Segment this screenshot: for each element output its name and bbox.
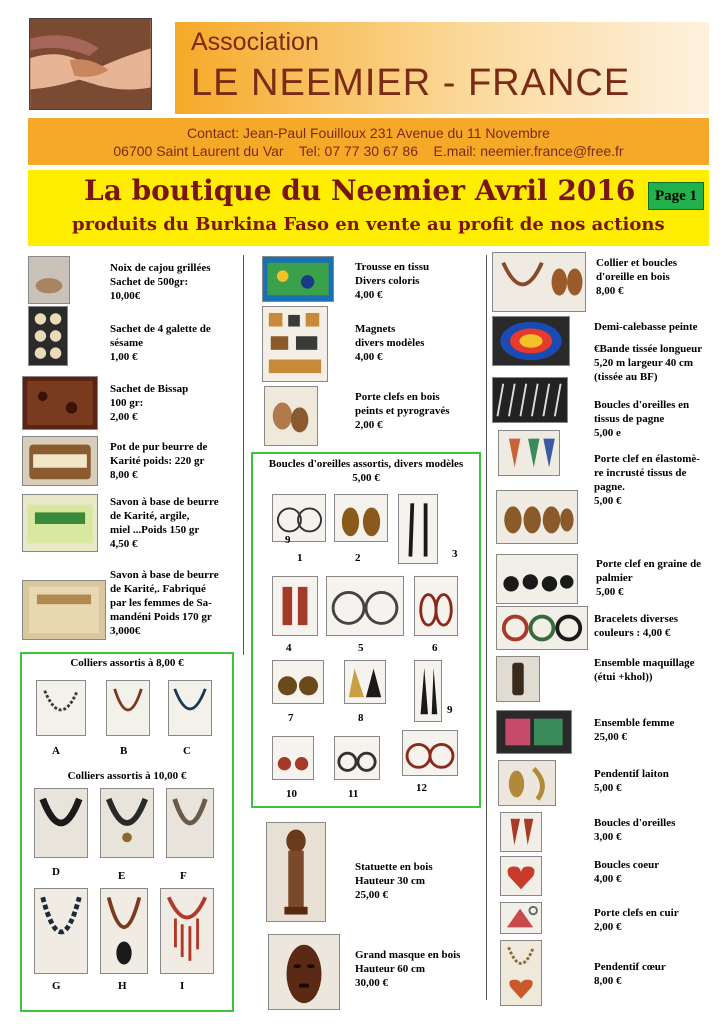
necklace-label-d: D bbox=[52, 866, 60, 878]
product-sesame: Sachet de 4 galette de sésame 1,00 € bbox=[110, 323, 211, 363]
product-heart-earrings: Boucles coeur 4,00 € bbox=[594, 859, 660, 885]
org-name: LE NEEMIER - FRANCE bbox=[191, 62, 631, 104]
woven-band-photo bbox=[492, 377, 568, 423]
contact-line-2: 06700 Saint Laurent du Var Tel: 07 77 30 67 86 E.mail: neemier.france@free.fr bbox=[113, 143, 624, 159]
earring-label-9b: 9 bbox=[285, 534, 291, 546]
earring-9-photo bbox=[414, 660, 442, 722]
necklace-label-g: G bbox=[52, 980, 61, 992]
earring-label-8: 8 bbox=[358, 712, 364, 724]
pouch-photo bbox=[262, 256, 334, 302]
product-pouch: Trousse en tissu Divers coloris 4,00 € bbox=[355, 261, 430, 301]
product-wood-keychain: Porte clefs en bois peints et pyrogravés 2,00 € bbox=[355, 391, 450, 431]
product-makeup-set: Ensemble maquillage (étui +khol)) bbox=[594, 657, 695, 683]
statuette-photo bbox=[266, 822, 326, 922]
earring-8-photo bbox=[344, 660, 386, 704]
fabric-earrings-photo bbox=[498, 430, 560, 476]
earring-label-12: 12 bbox=[416, 782, 427, 794]
page-badge: Page 1 bbox=[648, 182, 704, 210]
necklace-b-photo bbox=[106, 680, 150, 736]
wood-jewelry-set-photo bbox=[492, 252, 586, 312]
necklace-i-photo bbox=[160, 888, 214, 974]
brass-pendant-photo bbox=[498, 760, 556, 806]
necklace-g-photo bbox=[34, 888, 88, 974]
earring-6-photo bbox=[414, 576, 458, 636]
product-soap-1: Savon à base de beurre de Karité, argile, miel ...Poids 150 gr 4,50 € bbox=[110, 496, 219, 550]
product-cashew: Noix de cajou grillées Sachet de 500gr: 10,00€ bbox=[110, 262, 211, 302]
earring-4-photo bbox=[272, 576, 318, 636]
shop-subtitle: produits du Burkina Faso en vente au profit de nos actions bbox=[72, 214, 665, 235]
earring-2-photo bbox=[334, 494, 388, 542]
mask-photo bbox=[268, 934, 340, 1010]
necklace-c-photo bbox=[168, 680, 212, 736]
earring-label-3: 3 bbox=[452, 548, 458, 560]
product-palm-seed-keychain: Porte clef en graine de palmier 5,00 € bbox=[596, 558, 702, 598]
shop-title: La boutique du Neemier Avril 2016 bbox=[84, 174, 636, 207]
necklace-label-h: H bbox=[118, 980, 127, 992]
product-bissap: Sachet de Bissap 100 gr: 2,00 € bbox=[110, 383, 189, 423]
shea-soap-photo bbox=[22, 494, 98, 552]
elastomer-keychain-photo bbox=[496, 490, 578, 544]
product-bracelets: Bracelets diverses couleurs : 4,00 € bbox=[594, 613, 678, 639]
earring-10-photo bbox=[272, 736, 314, 780]
women-set-photo bbox=[496, 710, 572, 754]
contact-banner bbox=[28, 118, 709, 165]
shop-banner bbox=[28, 170, 709, 246]
product-heart-pendant: Pendentif cœur 8,00 € bbox=[594, 961, 666, 987]
necklaces-title-1: Colliers assortis à 8,00 € bbox=[70, 657, 184, 669]
column-divider-2 bbox=[486, 255, 487, 1000]
shea-soap-2-photo bbox=[22, 580, 106, 640]
heart-pendant-photo bbox=[500, 940, 542, 1006]
product-soap-2: Savon à base de beurre de Karité,. Fabriqué par les femmes de Sa- mandéni Poids 170 gr 3,000€ bbox=[110, 569, 219, 637]
earrings-title: Boucles d'oreilles assortis, divers modèles bbox=[268, 458, 464, 470]
earring-label-9: 9 bbox=[447, 704, 453, 716]
earring-7-photo bbox=[272, 660, 324, 704]
earring-label-2: 2 bbox=[355, 552, 361, 564]
earring-label-7: 7 bbox=[288, 712, 294, 724]
heart-earrings-photo bbox=[500, 856, 542, 896]
necklace-label-c: C bbox=[183, 745, 191, 757]
product-magnets: Magnets divers modèles 4,00 € bbox=[355, 323, 425, 363]
magnets-photo bbox=[262, 306, 328, 382]
earring-label-4: 4 bbox=[286, 642, 292, 654]
bissap-photo bbox=[22, 376, 98, 430]
bracelets-photo bbox=[496, 606, 588, 650]
cashew-photo bbox=[28, 256, 70, 304]
necklaces-title-2: Colliers assortis à 10,00 € bbox=[67, 770, 187, 782]
necklace-a-photo bbox=[36, 680, 86, 736]
earring-3-photo bbox=[398, 494, 438, 564]
earring-5-photo bbox=[326, 576, 404, 636]
product-shea-butter: Pot de pur beurre de Karité poids: 220 gr 8,00 € bbox=[110, 441, 208, 481]
calabash-photo bbox=[492, 316, 570, 366]
product-elastomer-keychain: Porte clef en élastomè- re incrusté tissus de pagne. 5,00 € bbox=[594, 453, 700, 507]
earring-label-1: 1 bbox=[297, 552, 303, 564]
necklace-label-b: B bbox=[120, 745, 128, 757]
earring-11-photo bbox=[334, 736, 380, 780]
contact-line-1: Contact: Jean-Paul Fouilloux 231 Avenue du 11 Novembre bbox=[187, 125, 550, 141]
earring-label-11: 11 bbox=[348, 788, 359, 800]
title-banner bbox=[175, 22, 709, 114]
product-earrings-small: Boucles d'oreilles 3,00 € bbox=[594, 817, 676, 843]
product-statuette: Statuette en bois Hauteur 30 cm 25,00 € bbox=[355, 861, 433, 901]
necklace-label-a: A bbox=[52, 745, 60, 757]
product-woven-band: €Bande tissée longueur 5,20 m largeur 40 cm (tissée au BF) bbox=[594, 343, 703, 383]
necklace-label-e: E bbox=[118, 870, 126, 882]
earring-label-6: 6 bbox=[432, 642, 438, 654]
product-wood-jewelry-set: Collier et boucles d'oreille en bois 8,00 € bbox=[596, 257, 678, 297]
wood-keychain-photo bbox=[264, 386, 318, 446]
necklace-f-photo bbox=[166, 788, 214, 858]
palm-seed-keychain-photo bbox=[496, 554, 578, 604]
product-women-set: Ensemble femme 25,00 € bbox=[594, 717, 675, 743]
product-fabric-earrings: Boucles d'oreilles en tissus de pagne 5,00 e bbox=[594, 399, 690, 439]
handshake-photo bbox=[29, 18, 152, 110]
necklace-d-photo bbox=[34, 788, 88, 858]
product-calabash: Demi-calebasse peinte bbox=[594, 321, 698, 333]
shea-butter-jar-photo bbox=[22, 436, 98, 486]
org-subtitle: Association bbox=[191, 28, 319, 56]
necklace-label-i: I bbox=[180, 980, 185, 992]
necklace-e-photo bbox=[100, 788, 154, 858]
earrings-small-photo bbox=[500, 812, 542, 852]
leather-keychain-photo bbox=[500, 902, 542, 934]
handshake-icon bbox=[30, 19, 151, 109]
earrings-price: 5,00 € bbox=[352, 472, 380, 484]
column-divider-1 bbox=[243, 255, 244, 655]
earring-label-10: 10 bbox=[286, 788, 297, 800]
product-leather-keychain: Porte clefs en cuir 2,00 € bbox=[594, 907, 679, 933]
product-mask: Grand masque en bois Hauteur 60 cm 30,00 € bbox=[355, 949, 461, 989]
earring-label-5: 5 bbox=[358, 642, 364, 654]
earring-1-photo bbox=[272, 494, 326, 542]
necklace-h-photo bbox=[100, 888, 148, 974]
sesame-cakes-photo bbox=[28, 306, 68, 366]
earring-12-photo bbox=[402, 730, 458, 776]
makeup-set-photo bbox=[496, 656, 540, 702]
necklace-label-f: F bbox=[180, 870, 187, 882]
product-brass-pendant: Pendentif laiton 5,00 € bbox=[594, 768, 669, 794]
